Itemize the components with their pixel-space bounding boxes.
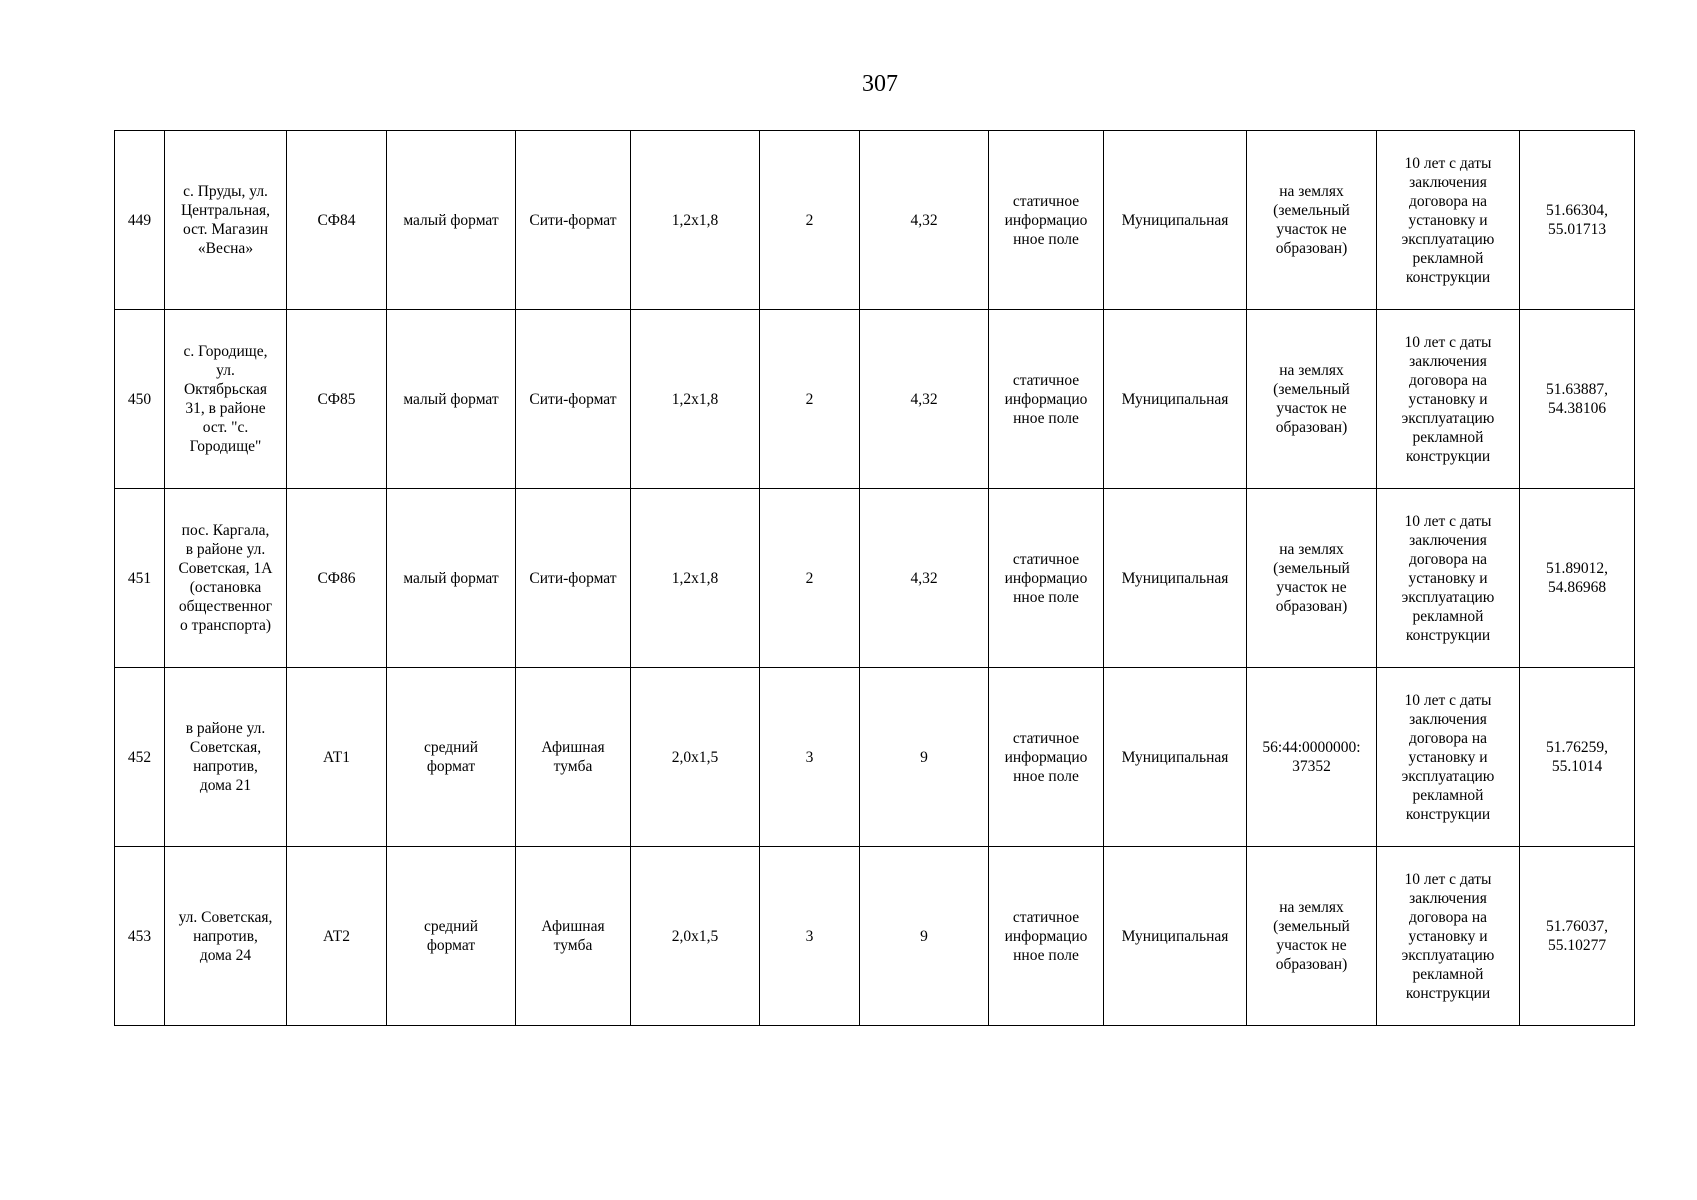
format-cell: малый формат bbox=[387, 489, 516, 668]
table-row bbox=[115, 131, 1635, 310]
code-cell: СФ84 bbox=[287, 131, 387, 310]
type-cell: Сити-формат bbox=[516, 489, 631, 668]
land-cell: на землях (земельный участок не образован) bbox=[1247, 310, 1377, 489]
address-cell: в районе ул. Советская, напротив, дома 21 bbox=[165, 668, 287, 847]
type-cell: Афишная тумба bbox=[516, 847, 631, 1026]
field-cell: статичное информацио нное поле bbox=[989, 310, 1104, 489]
ownership-cell: Муниципальная bbox=[1104, 489, 1247, 668]
table-row bbox=[115, 310, 1635, 489]
area-cell: 4,32 bbox=[860, 131, 989, 310]
size-cell: 2,0x1,5 bbox=[631, 847, 760, 1026]
term-cell: 10 лет с даты заключения договора на установку и эксплуатацию рекламной конструкции bbox=[1377, 668, 1520, 847]
term-cell: 10 лет с даты заключения договора на установку и эксплуатацию рекламной конструкции bbox=[1377, 489, 1520, 668]
table-row bbox=[115, 668, 1635, 847]
table-row bbox=[115, 489, 1635, 668]
coords-cell: 51.76259, 55.1014 bbox=[1520, 668, 1635, 847]
row-number-cell: 453 bbox=[115, 847, 165, 1026]
type-cell: Сити-формат bbox=[516, 131, 631, 310]
address-cell: с. Городище, ул. Октябрьская 31, в районе ост. "с. Городище" bbox=[165, 310, 287, 489]
format-cell: малый формат bbox=[387, 131, 516, 310]
coords-cell: 51.66304, 55.01713 bbox=[1520, 131, 1635, 310]
sides-cell: 3 bbox=[760, 847, 860, 1026]
sides-cell: 2 bbox=[760, 489, 860, 668]
table-row bbox=[115, 847, 1635, 1026]
size-cell: 2,0x1,5 bbox=[631, 668, 760, 847]
size-cell: 1,2x1,8 bbox=[631, 310, 760, 489]
land-cell: на землях (земельный участок не образован) bbox=[1247, 847, 1377, 1026]
ownership-cell: Муниципальная bbox=[1104, 131, 1247, 310]
coords-cell: 51.63887, 54.38106 bbox=[1520, 310, 1635, 489]
sides-cell: 3 bbox=[760, 668, 860, 847]
format-cell: средний формат bbox=[387, 847, 516, 1026]
term-cell: 10 лет с даты заключения договора на установку и эксплуатацию рекламной конструкции bbox=[1377, 847, 1520, 1026]
land-cell: на землях (земельный участок не образован) bbox=[1247, 489, 1377, 668]
type-cell: Афишная тумба bbox=[516, 668, 631, 847]
format-cell: средний формат bbox=[387, 668, 516, 847]
code-cell: АТ1 bbox=[287, 668, 387, 847]
ownership-cell: Муниципальная bbox=[1104, 847, 1247, 1026]
area-cell: 4,32 bbox=[860, 310, 989, 489]
size-cell: 1,2x1,8 bbox=[631, 489, 760, 668]
code-cell: СФ86 bbox=[287, 489, 387, 668]
format-cell: малый формат bbox=[387, 310, 516, 489]
field-cell: статичное информацио нное поле bbox=[989, 489, 1104, 668]
code-cell: СФ85 bbox=[287, 310, 387, 489]
address-cell: с. Пруды, ул. Центральная, ост. Магазин «Весна» bbox=[165, 131, 287, 310]
size-cell: 1,2x1,8 bbox=[631, 131, 760, 310]
land-cell: 56:44:0000000: 37352 bbox=[1247, 668, 1377, 847]
sides-cell: 2 bbox=[760, 310, 860, 489]
registry-table bbox=[114, 130, 1635, 1026]
sides-cell: 2 bbox=[760, 131, 860, 310]
page-number: 307 bbox=[862, 71, 898, 97]
coords-cell: 51.89012, 54.86968 bbox=[1520, 489, 1635, 668]
coords-cell: 51.76037, 55.10277 bbox=[1520, 847, 1635, 1026]
term-cell: 10 лет с даты заключения договора на установку и эксплуатацию рекламной конструкции bbox=[1377, 131, 1520, 310]
area-cell: 9 bbox=[860, 668, 989, 847]
row-number-cell: 450 bbox=[115, 310, 165, 489]
area-cell: 4,32 bbox=[860, 489, 989, 668]
ownership-cell: Муниципальная bbox=[1104, 310, 1247, 489]
field-cell: статичное информацио нное поле bbox=[989, 131, 1104, 310]
field-cell: статичное информацио нное поле bbox=[989, 668, 1104, 847]
term-cell: 10 лет с даты заключения договора на установку и эксплуатацию рекламной конструкции bbox=[1377, 310, 1520, 489]
address-cell: пос. Каргала, в районе ул. Советская, 1А (остановка общественног о транспорта) bbox=[165, 489, 287, 668]
area-cell: 9 bbox=[860, 847, 989, 1026]
code-cell: АТ2 bbox=[287, 847, 387, 1026]
row-number-cell: 449 bbox=[115, 131, 165, 310]
ownership-cell: Муниципальная bbox=[1104, 668, 1247, 847]
address-cell: ул. Советская, напротив, дома 24 bbox=[165, 847, 287, 1026]
land-cell: на землях (земельный участок не образован) bbox=[1247, 131, 1377, 310]
row-number-cell: 452 bbox=[115, 668, 165, 847]
field-cell: статичное информацио нное поле bbox=[989, 847, 1104, 1026]
row-number-cell: 451 bbox=[115, 489, 165, 668]
type-cell: Сити-формат bbox=[516, 310, 631, 489]
